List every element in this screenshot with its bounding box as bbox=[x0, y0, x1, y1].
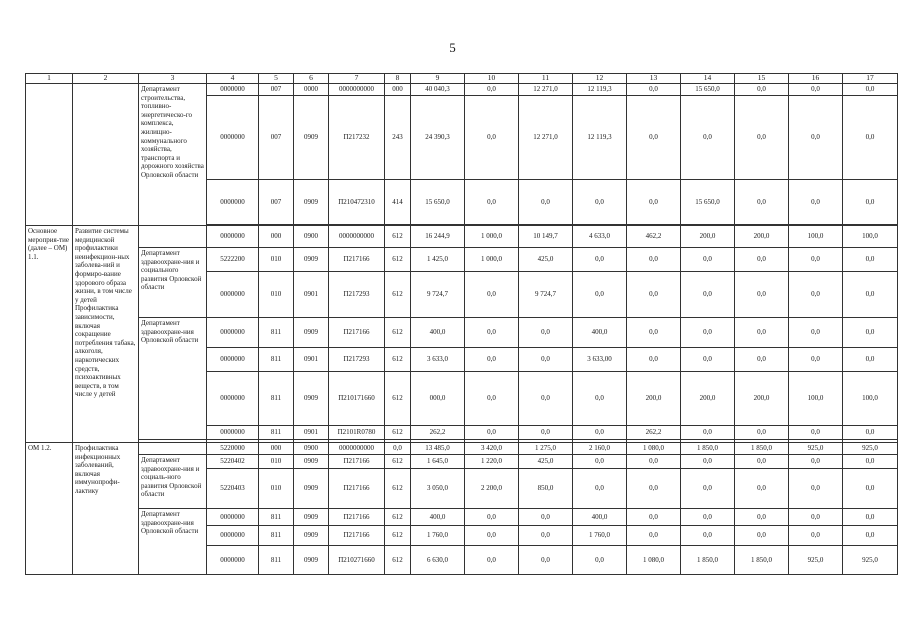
value-cell: 100,0 bbox=[789, 226, 843, 248]
value-cell: 462,2 bbox=[627, 226, 681, 248]
value-cell: 0909 bbox=[294, 372, 329, 426]
executor-cell: Департамент здравоохране-ния и социального развития Орловской области bbox=[139, 248, 207, 318]
value-cell: П210171660 bbox=[329, 372, 385, 426]
value-cell: 0,0 bbox=[627, 469, 681, 509]
value-cell: 9 724,7 bbox=[519, 272, 573, 318]
value-cell: 612 bbox=[385, 455, 411, 469]
value-cell: 0,0 bbox=[519, 180, 573, 225]
value-cell: 0,0 bbox=[681, 348, 735, 372]
value-cell: 0,0 bbox=[789, 180, 843, 225]
value-cell: 0,0 bbox=[789, 248, 843, 272]
value-cell: 3 420,0 bbox=[465, 443, 519, 455]
header-cell: 7 bbox=[329, 74, 385, 84]
value-cell: 0,0 bbox=[519, 426, 573, 440]
executor-cell bbox=[139, 443, 207, 455]
value-cell: 0,0 bbox=[735, 469, 789, 509]
value-cell: 0,0 bbox=[681, 509, 735, 526]
value-cell: 262,2 bbox=[627, 426, 681, 440]
value-cell: 12 119,3 bbox=[573, 84, 627, 96]
value-cell: 0,0 bbox=[843, 526, 898, 546]
value-cell: 1 850,0 bbox=[681, 443, 735, 455]
value-cell: 0,0 bbox=[735, 180, 789, 225]
value-cell: 0000000000 bbox=[329, 84, 385, 96]
header-cell: 17 bbox=[843, 74, 898, 84]
value-cell: 0909 bbox=[294, 546, 329, 575]
value-cell: 811 bbox=[259, 509, 294, 526]
value-cell: 007 bbox=[259, 180, 294, 225]
value-cell: 0901 bbox=[294, 348, 329, 372]
value-cell: П217293 bbox=[329, 272, 385, 318]
header-cell: 2 bbox=[73, 74, 139, 84]
value-cell: 0,0 bbox=[627, 455, 681, 469]
value-cell: 0,0 bbox=[843, 469, 898, 509]
value-cell: 425,0 bbox=[519, 248, 573, 272]
value-cell: 007 bbox=[259, 96, 294, 180]
value-cell: 811 bbox=[259, 318, 294, 348]
value-cell: 0,0 bbox=[735, 526, 789, 546]
value-cell: 0900 bbox=[294, 226, 329, 248]
value-cell: 0909 bbox=[294, 318, 329, 348]
value-cell: П217166 bbox=[329, 469, 385, 509]
value-cell: 100,0 bbox=[843, 372, 898, 426]
value-cell: 100,0 bbox=[843, 226, 898, 248]
value-cell: 100,0 bbox=[789, 372, 843, 426]
value-cell: 0,0 bbox=[843, 426, 898, 440]
value-cell: 0901 bbox=[294, 272, 329, 318]
table-row bbox=[26, 248, 898, 272]
table-row bbox=[26, 509, 898, 526]
value-cell: 811 bbox=[259, 372, 294, 426]
value-cell: 0,0 bbox=[627, 272, 681, 318]
value-cell: 0,0 bbox=[627, 84, 681, 96]
table-row bbox=[26, 318, 898, 348]
value-cell: П217166 bbox=[329, 455, 385, 469]
value-cell: 9 724,7 bbox=[411, 272, 465, 318]
value-cell: 612 bbox=[385, 509, 411, 526]
value-cell: 12 119,3 bbox=[573, 96, 627, 180]
value-cell: 0000000 bbox=[207, 96, 259, 180]
measure-name-cell bbox=[26, 84, 73, 226]
value-cell: 0,0 bbox=[573, 546, 627, 575]
value-cell: 612 bbox=[385, 372, 411, 426]
value-cell: 0,0 bbox=[789, 526, 843, 546]
value-cell: П210271660 bbox=[329, 546, 385, 575]
value-cell: 12 271,0 bbox=[519, 84, 573, 96]
value-cell: П217166 bbox=[329, 318, 385, 348]
value-cell: 0,0 bbox=[843, 248, 898, 272]
header-cell: 8 bbox=[385, 74, 411, 84]
value-cell: 811 bbox=[259, 348, 294, 372]
value-cell: 0,0 bbox=[735, 426, 789, 440]
value-cell: 1 275,0 bbox=[519, 443, 573, 455]
value-cell: 400,0 bbox=[573, 318, 627, 348]
value-cell: 243 bbox=[385, 96, 411, 180]
value-cell: 0,0 bbox=[735, 84, 789, 96]
value-cell: 0909 bbox=[294, 180, 329, 225]
value-cell: 0,0 bbox=[681, 426, 735, 440]
value-cell: 13 485,0 bbox=[411, 443, 465, 455]
value-cell: 5222200 bbox=[207, 248, 259, 272]
value-cell: 10 149,7 bbox=[519, 226, 573, 248]
value-cell: 3 050,0 bbox=[411, 469, 465, 509]
header-cell: 15 bbox=[735, 74, 789, 84]
value-cell: 0,0 bbox=[843, 84, 898, 96]
value-cell: 0,0 bbox=[627, 348, 681, 372]
value-cell: 612 bbox=[385, 318, 411, 348]
value-cell: 0,0 bbox=[465, 372, 519, 426]
value-cell: 0,0 bbox=[735, 509, 789, 526]
value-cell: П210472310 bbox=[329, 180, 385, 225]
value-cell: 0000 bbox=[294, 84, 329, 96]
value-cell: 0,0 bbox=[789, 509, 843, 526]
value-cell: 010 bbox=[259, 248, 294, 272]
value-cell: 400,0 bbox=[573, 509, 627, 526]
header-cell: 5 bbox=[259, 74, 294, 84]
value-cell: 0,0 bbox=[573, 455, 627, 469]
header-cell: 3 bbox=[139, 74, 207, 84]
value-cell: 2 200,0 bbox=[465, 469, 519, 509]
value-cell: 010 bbox=[259, 469, 294, 509]
table-row bbox=[26, 455, 898, 469]
value-cell: 0,0 bbox=[465, 272, 519, 318]
value-cell: 200,0 bbox=[627, 372, 681, 426]
value-cell: 0,0 bbox=[735, 455, 789, 469]
value-cell: 0,0 bbox=[789, 348, 843, 372]
value-cell: 612 bbox=[385, 272, 411, 318]
value-cell: 925,0 bbox=[843, 443, 898, 455]
value-cell: 0,0 bbox=[519, 348, 573, 372]
value-cell: 0,0 bbox=[573, 248, 627, 272]
value-cell: 0,0 bbox=[681, 272, 735, 318]
value-cell: 612 bbox=[385, 426, 411, 440]
value-cell: 0,0 bbox=[681, 526, 735, 546]
value-cell: 0,0 bbox=[519, 526, 573, 546]
value-cell: 0,0 bbox=[465, 84, 519, 96]
value-cell: П217166 bbox=[329, 248, 385, 272]
value-cell: 0,0 bbox=[519, 509, 573, 526]
executor-cell: Департамент здравоохране-ния и социаль-ного развития Орловской области bbox=[139, 455, 207, 509]
value-cell: 0000000 bbox=[207, 84, 259, 96]
executor-cell bbox=[139, 226, 207, 248]
value-cell: 0,0 bbox=[735, 96, 789, 180]
value-cell: 0909 bbox=[294, 96, 329, 180]
value-cell: 200,0 bbox=[681, 372, 735, 426]
value-cell: 000,0 bbox=[411, 372, 465, 426]
header-cell: 14 bbox=[681, 74, 735, 84]
value-cell: 925,0 bbox=[843, 546, 898, 575]
header-cell: 11 bbox=[519, 74, 573, 84]
value-cell: 5220403 bbox=[207, 469, 259, 509]
value-cell: 0,0 bbox=[519, 372, 573, 426]
value-cell: 0000000 bbox=[207, 546, 259, 575]
value-cell: 0000000 bbox=[207, 318, 259, 348]
value-cell: 1 850,0 bbox=[735, 443, 789, 455]
value-cell: 0,0 bbox=[573, 426, 627, 440]
value-cell: 15 650,0 bbox=[411, 180, 465, 225]
header-cell: 12 bbox=[573, 74, 627, 84]
value-cell: 5220402 bbox=[207, 455, 259, 469]
value-cell: 0,0 bbox=[681, 455, 735, 469]
value-cell: 0,0 bbox=[735, 318, 789, 348]
value-cell: 1 425,0 bbox=[411, 248, 465, 272]
value-cell: П217166 bbox=[329, 509, 385, 526]
value-cell: 010 bbox=[259, 455, 294, 469]
program-description-cell bbox=[73, 84, 139, 226]
value-cell: 0909 bbox=[294, 455, 329, 469]
value-cell: 0,0 bbox=[627, 96, 681, 180]
header-cell: 6 bbox=[294, 74, 329, 84]
value-cell: 0,0 bbox=[843, 318, 898, 348]
header-cell: 1 bbox=[26, 74, 73, 84]
header-cell: 13 bbox=[627, 74, 681, 84]
value-cell: 1 850,0 bbox=[681, 546, 735, 575]
value-cell: 200,0 bbox=[681, 226, 735, 248]
value-cell: 2 160,0 bbox=[573, 443, 627, 455]
value-cell: 0,0 bbox=[465, 348, 519, 372]
value-cell: 1 220,0 bbox=[465, 455, 519, 469]
value-cell: 0000000 bbox=[207, 226, 259, 248]
value-cell: 0,0 bbox=[573, 469, 627, 509]
value-cell: 262,2 bbox=[411, 426, 465, 440]
value-cell: 850,0 bbox=[519, 469, 573, 509]
page-number: 5 bbox=[449, 40, 456, 55]
value-cell: 0,0 bbox=[465, 96, 519, 180]
table-row bbox=[26, 443, 898, 455]
value-cell: 0,0 bbox=[843, 509, 898, 526]
value-cell: 3 633,00 bbox=[573, 348, 627, 372]
value-cell: 1 645,0 bbox=[411, 455, 465, 469]
executor-cell: Департамент здравоохране-ния Орловской области bbox=[139, 509, 207, 575]
value-cell: 0,0 bbox=[519, 318, 573, 348]
value-cell: 0,0 bbox=[573, 272, 627, 318]
value-cell: 0,0 bbox=[465, 318, 519, 348]
value-cell: 925,0 bbox=[789, 443, 843, 455]
header-cell: 4 bbox=[207, 74, 259, 84]
value-cell: 0,0 bbox=[843, 272, 898, 318]
program-description-cell: Развитие системы медицинской профилактики неинфекцион-ных заболева-ний и формиро-вание здорового образа жизни, в том числе у детей Профилактика зависимости, включая сокращение потребления табака, алкоголя, наркотических средств, психоактивных веществ, в том числе у детей bbox=[73, 226, 139, 443]
value-cell: 0,0 bbox=[843, 455, 898, 469]
value-cell: 400,0 bbox=[411, 318, 465, 348]
value-cell: 0,0 bbox=[843, 96, 898, 180]
measure-name-cell: Основное мероприя-тие (далее – ОМ) 1.1. bbox=[26, 226, 73, 443]
value-cell: 000 bbox=[259, 226, 294, 248]
value-cell: 6 630,0 bbox=[411, 546, 465, 575]
value-cell: 0,0 bbox=[735, 248, 789, 272]
value-cell: 811 bbox=[259, 526, 294, 546]
value-cell: 0000000000 bbox=[329, 443, 385, 455]
executor-cell: Департамент здравоохране-ния Орловской области bbox=[139, 318, 207, 440]
value-cell: 1 080,0 bbox=[627, 546, 681, 575]
value-cell: 0,0 bbox=[735, 348, 789, 372]
value-cell: 811 bbox=[259, 426, 294, 440]
value-cell: 1 760,0 bbox=[411, 526, 465, 546]
header-row bbox=[26, 74, 898, 84]
budget-table bbox=[25, 73, 898, 575]
value-cell: 5220000 bbox=[207, 443, 259, 455]
value-cell: 0,0 bbox=[789, 469, 843, 509]
value-cell: 0,0 bbox=[627, 318, 681, 348]
value-cell: 612 bbox=[385, 248, 411, 272]
value-cell: 1 000,0 bbox=[465, 226, 519, 248]
value-cell: 0,0 bbox=[789, 426, 843, 440]
value-cell: 4 633,0 bbox=[573, 226, 627, 248]
value-cell: 0,0 bbox=[627, 509, 681, 526]
value-cell: 0000000 bbox=[207, 180, 259, 225]
value-cell: 0,0 bbox=[735, 272, 789, 318]
value-cell: 612 bbox=[385, 469, 411, 509]
value-cell: 0,0 bbox=[843, 180, 898, 225]
value-cell: 010 bbox=[259, 272, 294, 318]
value-cell: 0000000 bbox=[207, 272, 259, 318]
value-cell: 12 271,0 bbox=[519, 96, 573, 180]
value-cell: 40 040,3 bbox=[411, 84, 465, 96]
value-cell: 0,0 bbox=[519, 546, 573, 575]
value-cell: 0,0 bbox=[681, 318, 735, 348]
value-cell: 1 850,0 bbox=[735, 546, 789, 575]
value-cell: П217293 bbox=[329, 348, 385, 372]
header-cell: 10 bbox=[465, 74, 519, 84]
executor-cell: Департамент строительства, топливно-энергетическо-го комплекса, жилищно-коммунального хозяйства, транспорта и дорожного хозяйства Орловской области bbox=[139, 84, 207, 226]
value-cell: П2101R0780 bbox=[329, 426, 385, 440]
table-row bbox=[26, 84, 898, 96]
value-cell: 1 760,0 bbox=[573, 526, 627, 546]
value-cell: 200,0 bbox=[735, 372, 789, 426]
value-cell: 612 bbox=[385, 226, 411, 248]
value-cell: 0,0 bbox=[573, 372, 627, 426]
value-cell: 0,0 bbox=[465, 509, 519, 526]
measure-name-cell: ОМ 1.2. bbox=[26, 443, 73, 575]
program-description-cell: Профилактика инфекционных заболеваний, включая иммунопрофи-лактику bbox=[73, 443, 139, 575]
value-cell: 0909 bbox=[294, 526, 329, 546]
value-cell: 200,0 bbox=[735, 226, 789, 248]
value-cell: 1 000,0 bbox=[465, 248, 519, 272]
value-cell: 0000000 bbox=[207, 426, 259, 440]
value-cell: 414 bbox=[385, 180, 411, 225]
value-cell: 0,0 bbox=[573, 180, 627, 225]
value-cell: 000 bbox=[385, 84, 411, 96]
value-cell: 0,0 bbox=[789, 455, 843, 469]
value-cell: 0,0 bbox=[843, 348, 898, 372]
value-cell: 0000000 bbox=[207, 509, 259, 526]
value-cell: 007 bbox=[259, 84, 294, 96]
value-cell: 400,0 bbox=[411, 509, 465, 526]
value-cell: 612 bbox=[385, 526, 411, 546]
value-cell: 0,0 bbox=[465, 426, 519, 440]
value-cell: 0000000 bbox=[207, 372, 259, 426]
header-cell: 16 bbox=[789, 74, 843, 84]
value-cell: 0,0 bbox=[681, 469, 735, 509]
value-cell: 0,0 bbox=[789, 318, 843, 348]
value-cell: 0,0 bbox=[789, 272, 843, 318]
value-cell: 0000000000 bbox=[329, 226, 385, 248]
value-cell: 0,0 bbox=[385, 443, 411, 455]
value-cell: 000 bbox=[259, 443, 294, 455]
table-row bbox=[26, 226, 898, 248]
value-cell: П217232 bbox=[329, 96, 385, 180]
value-cell: 0909 bbox=[294, 509, 329, 526]
value-cell: 0909 bbox=[294, 248, 329, 272]
value-cell: 612 bbox=[385, 546, 411, 575]
value-cell: 811 bbox=[259, 546, 294, 575]
value-cell: 0909 bbox=[294, 469, 329, 509]
value-cell: 24 390,3 bbox=[411, 96, 465, 180]
value-cell: 16 244,9 bbox=[411, 226, 465, 248]
value-cell: 0,0 bbox=[627, 180, 681, 225]
value-cell: 15 650,0 bbox=[681, 180, 735, 225]
value-cell: 0,0 bbox=[465, 546, 519, 575]
value-cell: 3 633,0 bbox=[411, 348, 465, 372]
header-cell: 9 bbox=[411, 74, 465, 84]
value-cell: 925,0 bbox=[789, 546, 843, 575]
value-cell: 1 080,0 bbox=[627, 443, 681, 455]
value-cell: 0,0 bbox=[681, 248, 735, 272]
value-cell: 0900 bbox=[294, 443, 329, 455]
value-cell: 0,0 bbox=[465, 180, 519, 225]
value-cell: 0,0 bbox=[789, 84, 843, 96]
value-cell: 612 bbox=[385, 348, 411, 372]
value-cell: П217166 bbox=[329, 526, 385, 546]
value-cell: 425,0 bbox=[519, 455, 573, 469]
value-cell: 15 650,0 bbox=[681, 84, 735, 96]
value-cell: 0,0 bbox=[465, 526, 519, 546]
value-cell: 0901 bbox=[294, 426, 329, 440]
value-cell: 0,0 bbox=[789, 96, 843, 180]
value-cell: 0000000 bbox=[207, 348, 259, 372]
value-cell: 0000000 bbox=[207, 526, 259, 546]
value-cell: 0,0 bbox=[627, 526, 681, 546]
value-cell: 0,0 bbox=[681, 96, 735, 180]
value-cell: 0,0 bbox=[627, 248, 681, 272]
